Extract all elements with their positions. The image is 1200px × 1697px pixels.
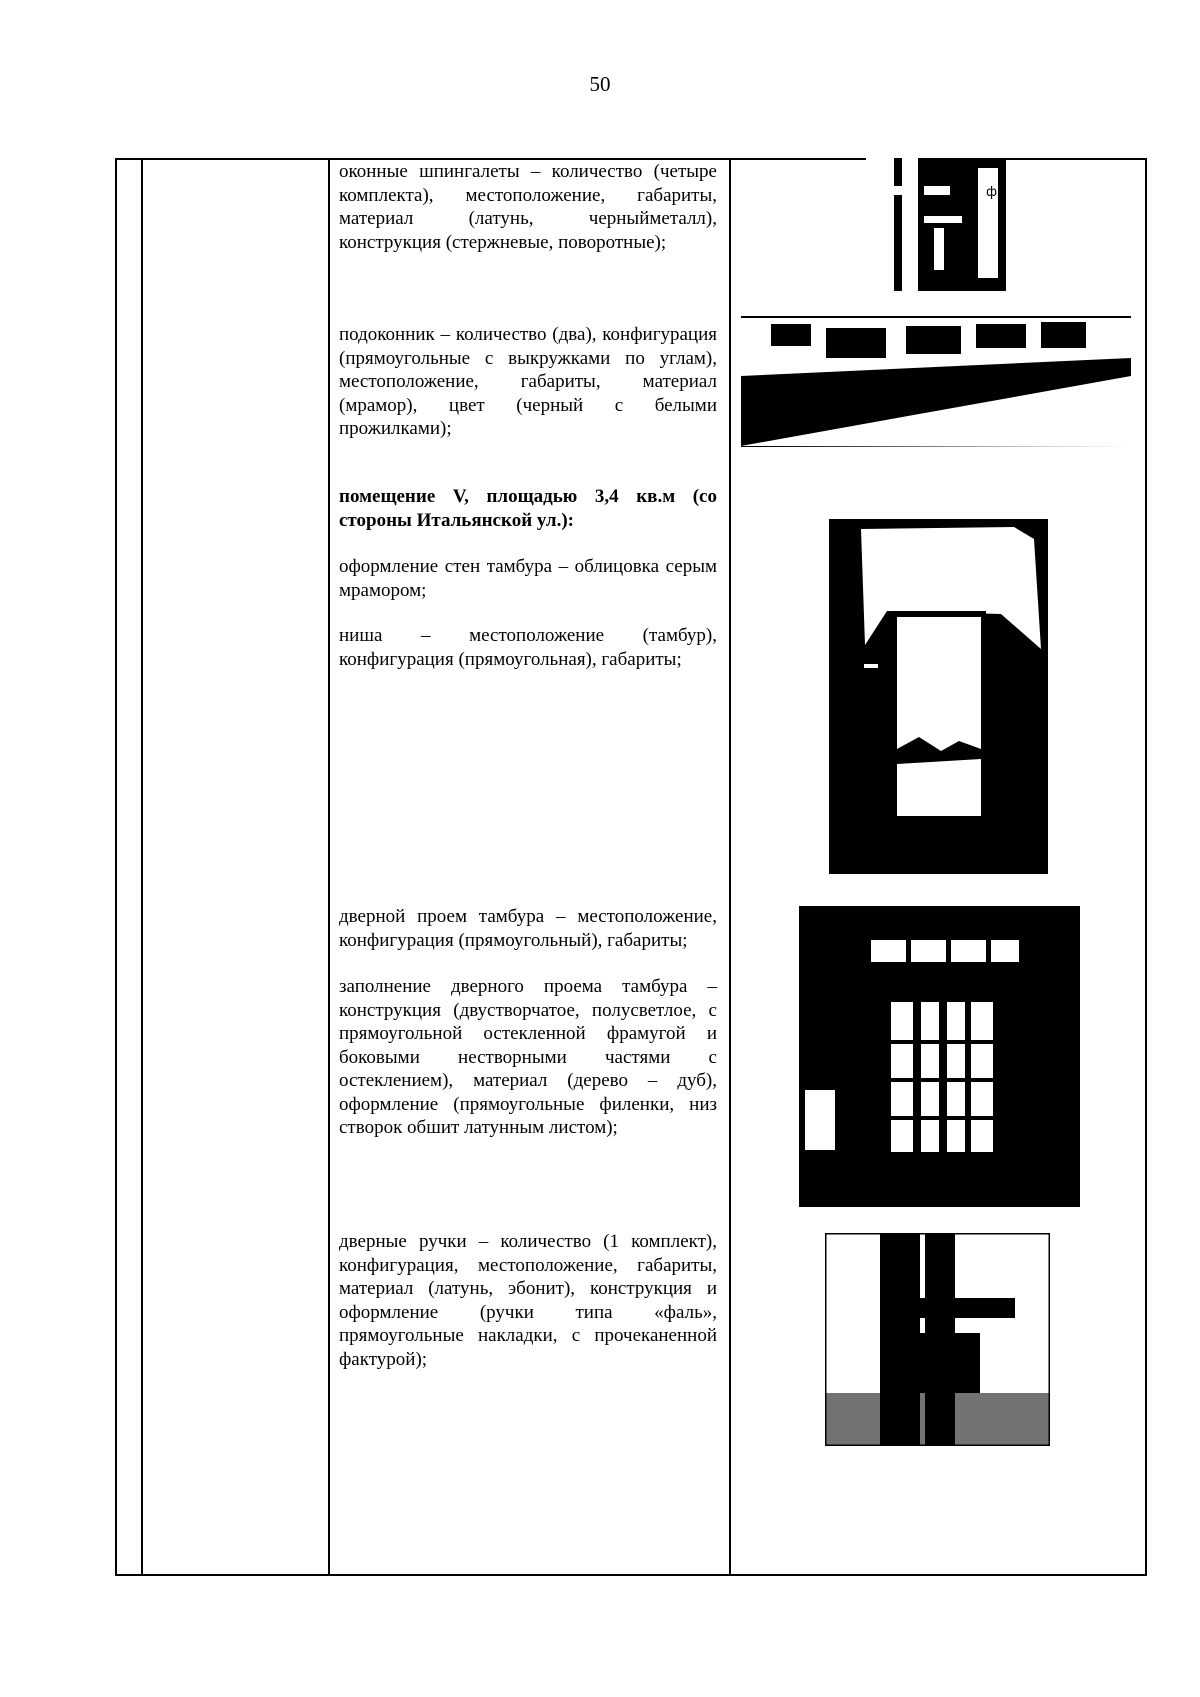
paragraph-door-opening: дверной проем тамбура – местоположение, конфигурация (прямоугольный), габариты;	[339, 906, 717, 951]
paragraph-door-handles: дверные ручки – количество (1 комплект), конфигурация, местоположение, габариты, материал (латунь, эбонит), конструкция и оформление (ручки типа «фаль», прямоугольные накладки, с прочеканенной фактурой);	[339, 1231, 717, 1370]
column-divider	[328, 160, 330, 1574]
page-number: 50	[589, 72, 611, 96]
window-latch-photo	[866, 158, 1006, 291]
windowsill-photo	[741, 316, 1131, 447]
paragraph-window-latches: оконные шпингалеты – количество (четыре комплекта), местоположение, габариты, материал (латунь, черныйметалл), конструкция (стержневые, поворотные);	[339, 161, 717, 253]
niche-photo	[829, 519, 1048, 874]
column-divider	[141, 160, 143, 1574]
paragraph-vestibule-walls: оформление стен тамбура – облицовка серым мрамором;	[339, 556, 717, 601]
paragraph-niche: ниша – местоположение (тамбур), конфигурация (прямоугольная), габариты;	[339, 625, 717, 670]
paragraph-windowsill: подоконник – количество (два), конфигурация (прямоугольные с выкружками по углам), местоположение, габариты, материал (мрамор), цвет (черный с белыми прожилками);	[339, 324, 717, 439]
svg-text:фа: фа	[986, 185, 1006, 200]
section-heading-room-v: помещение V, площадью 3,4 кв.м (со стороны Итальянской ул.):	[339, 486, 717, 531]
column-divider	[729, 160, 731, 1574]
door-handle-photo	[825, 1233, 1050, 1446]
vestibule-door-photo	[799, 900, 1080, 1207]
paragraph-door-filling: заполнение дверного проема тамбура – конструкция (двустворчатое, полусветлое, с прямоугольной остекленной фрамугой и боковыми нестворными частями с остеклением), материал (дерево – дуб), оформление (прямоугольные филенки, низ створок обшит латунным листом);	[339, 976, 717, 1138]
